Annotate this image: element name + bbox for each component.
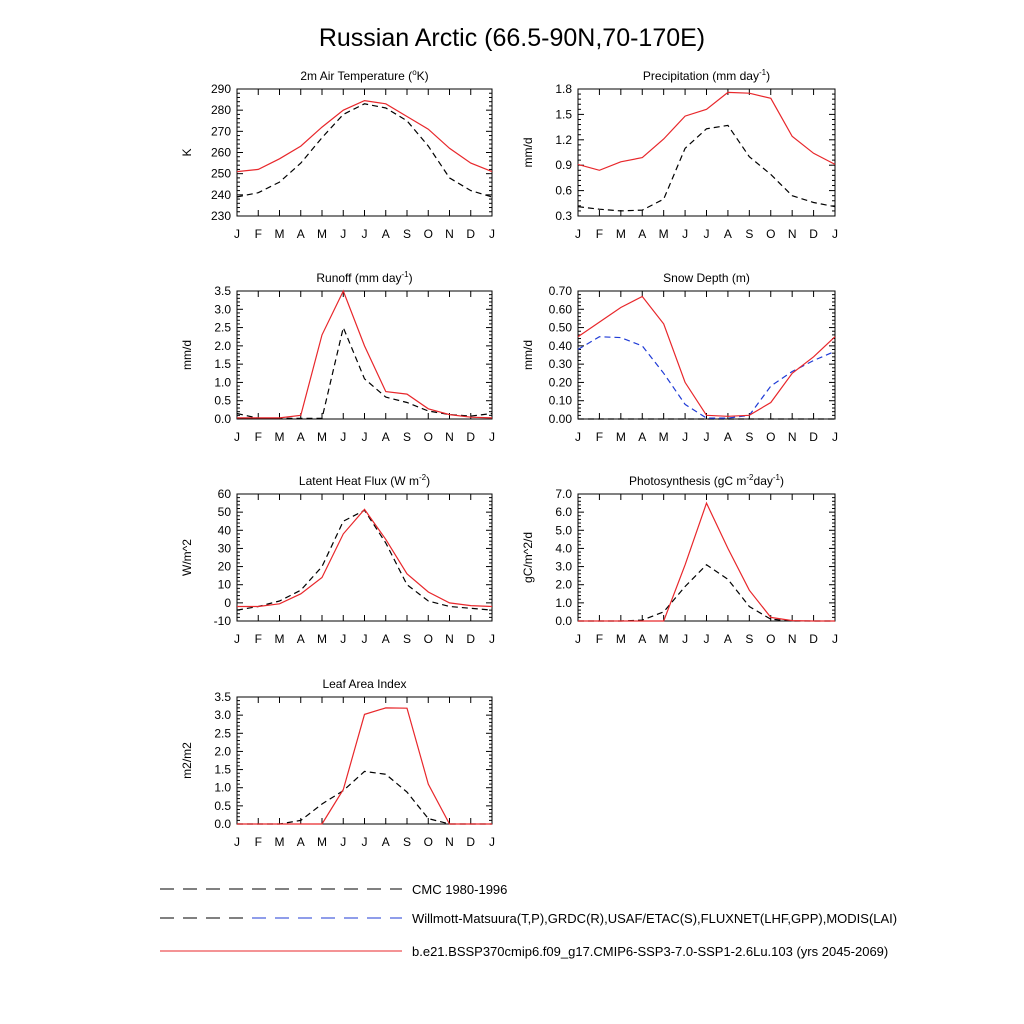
y-tick-label: 2.5: [214, 320, 231, 335]
x-tick-label: J: [489, 227, 495, 241]
x-tick-label: J: [703, 632, 710, 646]
x-tick-label: A: [381, 632, 390, 646]
x-tick-label: M: [658, 227, 669, 241]
panel-3: [180, 270, 495, 444]
y-tick-label: 50: [217, 505, 231, 520]
plot-frame: [237, 89, 492, 216]
panel-title: Latent Heat Flux (W $m^{-2}$): [298, 473, 431, 488]
x-tick-label: F: [254, 430, 262, 444]
series-line-model: [237, 101, 492, 172]
y-tick-label: 6.0: [555, 505, 572, 520]
x-tick-label: M: [317, 430, 327, 444]
x-tick-label: F: [254, 632, 262, 646]
y-tick-label: 250: [210, 166, 231, 181]
y-tick-label: 0: [224, 595, 231, 610]
series-line-obs: [237, 771, 492, 824]
y-tick-label: 0.5: [214, 393, 231, 408]
series-line-model: [237, 509, 492, 606]
y-axis-label: gC/m^2/d: [521, 532, 535, 583]
x-tick-label: A: [296, 632, 305, 646]
x-tick-label: D: [809, 632, 818, 646]
series-line-obs: [578, 125, 835, 210]
y-tick-label: 4.0: [555, 541, 572, 556]
y-axis-label: mm/d: [521, 137, 535, 168]
legend-entry-2: [160, 911, 897, 926]
y-tick-label: 1.0: [214, 780, 231, 795]
x-tick-label: F: [254, 227, 262, 241]
y-tick-label: 0.00: [548, 412, 572, 426]
y-tick-label: 1.5: [214, 357, 231, 372]
x-tick-label: M: [274, 227, 285, 241]
y-axis-label: m2/m2: [180, 742, 194, 779]
x-tick-label: N: [787, 632, 797, 646]
series-line-model: [578, 297, 835, 417]
x-tick-label: S: [402, 430, 412, 444]
x-tick-label: O: [766, 632, 776, 646]
y-tick-label: 0.0: [214, 412, 231, 426]
panels: [180, 68, 838, 849]
x-tick-label: J: [682, 227, 689, 241]
y-tick-label: 0.0: [214, 817, 231, 831]
x-tick-label: N: [445, 430, 454, 444]
x-tick-label: J: [489, 835, 495, 849]
y-tick-label: 1.5: [555, 107, 572, 122]
panel-5: [180, 473, 495, 646]
series-line-model: [578, 92, 835, 170]
x-tick-label: D: [466, 835, 476, 849]
y-tick-label: 20: [217, 559, 231, 574]
y-tick-label: -10: [213, 614, 231, 628]
plot-frame: [578, 494, 835, 621]
panel-2: [521, 68, 838, 241]
legend-entry-3: [160, 944, 888, 959]
plot-frame: [237, 494, 492, 621]
y-axis-label: mm/d: [521, 340, 535, 370]
y-tick-label: 0.10: [548, 393, 572, 408]
x-tick-label: J: [361, 430, 368, 444]
x-tick-label: F: [254, 835, 262, 849]
panel-4: [521, 271, 838, 444]
x-tick-label: A: [296, 430, 305, 444]
y-tick-label: 0.30: [548, 357, 572, 372]
legend-label: CMC 1980-1996: [412, 882, 508, 897]
x-tick-label: J: [489, 632, 495, 646]
y-tick-label: 230: [210, 209, 231, 223]
panel-title: Precipitation (mm day$^{-1}$): [642, 68, 771, 83]
y-tick-label: 0.40: [548, 338, 572, 353]
x-tick-label: A: [638, 632, 647, 646]
x-tick-label: J: [682, 632, 689, 646]
y-tick-label: 1.8: [555, 82, 572, 96]
y-tick-label: 0.3: [555, 209, 572, 223]
x-tick-label: D: [466, 430, 476, 444]
y-tick-label: 270: [210, 124, 231, 139]
y-axis-label: K: [180, 148, 194, 157]
x-tick-label: A: [381, 430, 390, 444]
x-tick-label: M: [658, 430, 669, 444]
series-line-model: [237, 291, 492, 418]
x-tick-label: O: [423, 430, 433, 444]
x-tick-label: M: [615, 632, 626, 646]
y-tick-label: 0.70: [548, 284, 572, 298]
x-tick-label: J: [234, 227, 240, 241]
y-tick-label: 1.2: [555, 132, 572, 147]
panel-6: [521, 473, 838, 646]
x-tick-label: S: [745, 430, 754, 444]
panel-title: Snow Depth (m): [663, 271, 750, 285]
panel-title: Photosynthesis (gC $m^{-2}day^{-1}$): [629, 473, 784, 488]
x-tick-label: N: [445, 835, 454, 849]
y-tick-label: 40: [217, 523, 231, 538]
y-tick-label: 3.5: [214, 690, 231, 704]
series-line-obs_alt: [578, 337, 835, 418]
y-tick-label: 0.60: [548, 302, 572, 317]
panel-title: 2m Air Temperature ($^o$K): [300, 68, 429, 83]
x-tick-label: M: [317, 227, 327, 241]
y-tick-label: 0.6: [555, 183, 572, 198]
x-tick-label: M: [274, 430, 285, 444]
panel-title: Runoff (mm day$^{-1}$): [316, 270, 413, 285]
x-tick-label: D: [809, 227, 818, 241]
x-tick-label: F: [595, 227, 604, 241]
panel-title: Leaf Area Index: [322, 677, 407, 691]
main-title: Russian Arctic (66.5-90N,70-170E): [318, 24, 706, 52]
legend-label: Willmott-Matsuura(T,P),GRDC(R),USAF/ETAC(S),FLUXNET(LHF,GPP),MODIS(LAI): [412, 911, 898, 926]
x-tick-label: A: [638, 227, 647, 241]
x-tick-label: S: [402, 632, 412, 646]
x-tick-label: S: [745, 227, 754, 241]
series-line-obs: [237, 104, 492, 197]
x-tick-label: D: [466, 227, 476, 241]
x-tick-label: J: [832, 227, 838, 241]
x-tick-label: A: [296, 227, 305, 241]
series-line-model: [578, 503, 835, 621]
y-tick-label: 290: [210, 82, 231, 96]
y-tick-label: 0.0: [555, 614, 572, 628]
x-tick-label: J: [703, 430, 710, 444]
x-tick-label: D: [466, 632, 476, 646]
x-tick-label: M: [615, 227, 626, 241]
x-tick-label: A: [638, 430, 647, 444]
x-tick-label: J: [575, 632, 581, 646]
x-tick-label: J: [234, 632, 240, 646]
y-tick-label: 0.20: [548, 375, 572, 390]
x-tick-label: J: [340, 227, 347, 241]
x-tick-label: J: [340, 835, 347, 849]
x-tick-label: J: [703, 227, 710, 241]
x-tick-label: M: [274, 632, 285, 646]
y-tick-label: 10: [217, 577, 231, 592]
x-tick-label: J: [361, 227, 368, 241]
y-tick-label: 3.0: [555, 559, 572, 574]
x-tick-label: O: [423, 227, 433, 241]
x-tick-label: J: [361, 835, 368, 849]
x-tick-label: J: [575, 430, 581, 444]
legend: [160, 882, 897, 959]
x-tick-label: F: [595, 632, 604, 646]
x-tick-label: J: [832, 632, 838, 646]
y-tick-label: 30: [217, 541, 231, 556]
panel-1: [180, 68, 495, 241]
y-tick-label: 1.5: [214, 762, 231, 777]
x-tick-label: A: [296, 835, 305, 849]
x-tick-label: J: [832, 430, 838, 444]
x-tick-label: M: [274, 835, 285, 849]
y-tick-label: 280: [210, 103, 231, 118]
x-tick-label: M: [317, 835, 327, 849]
y-tick-label: 3.0: [214, 302, 231, 317]
x-tick-label: N: [445, 632, 454, 646]
x-tick-label: O: [766, 227, 776, 241]
x-tick-label: O: [766, 430, 776, 444]
x-tick-label: A: [723, 227, 732, 241]
x-tick-label: A: [381, 835, 390, 849]
x-tick-label: S: [745, 632, 754, 646]
y-tick-label: 3.0: [214, 708, 231, 723]
series-line-obs: [237, 328, 492, 419]
x-tick-label: S: [402, 227, 412, 241]
y-tick-label: 5.0: [555, 523, 572, 538]
panel-7: [180, 677, 495, 849]
y-tick-label: 1.0: [555, 595, 572, 610]
y-axis-label: W/m^2: [180, 539, 194, 576]
x-tick-label: N: [787, 227, 797, 241]
plot-frame: [237, 291, 492, 419]
x-tick-label: F: [595, 430, 604, 444]
x-tick-label: J: [234, 430, 240, 444]
y-tick-label: 2.0: [214, 744, 231, 759]
legend-label: b.e21.BSSP370cmip6.f09_g17.CMIP6-SSP3-7.0-SSP1-2.6Lu.103 (yrs 2045-2069): [412, 944, 889, 959]
x-tick-label: M: [317, 632, 327, 646]
y-tick-label: 2.5: [214, 726, 231, 741]
y-tick-label: 1.0: [214, 375, 231, 390]
series-line-obs: [237, 510, 492, 610]
y-tick-label: 260: [210, 145, 231, 160]
x-tick-label: J: [575, 227, 581, 241]
y-tick-label: 2.0: [555, 577, 572, 592]
x-tick-label: S: [402, 835, 412, 849]
x-tick-label: M: [658, 632, 669, 646]
x-tick-label: J: [489, 430, 495, 444]
x-tick-label: J: [361, 632, 368, 646]
x-tick-label: J: [682, 430, 689, 444]
series-line-obs: [578, 565, 835, 621]
x-tick-label: N: [445, 227, 454, 241]
y-tick-label: 0.9: [555, 158, 572, 173]
y-tick-label: 0.50: [548, 320, 572, 335]
x-tick-label: D: [809, 430, 818, 444]
x-tick-label: O: [423, 632, 433, 646]
x-tick-label: N: [787, 430, 797, 444]
x-tick-label: A: [381, 227, 390, 241]
y-tick-label: 2.0: [214, 338, 231, 353]
y-axis-label: mm/d: [180, 340, 194, 370]
x-tick-label: M: [615, 430, 626, 444]
y-tick-label: 60: [217, 487, 231, 501]
x-tick-label: A: [723, 632, 732, 646]
x-tick-label: J: [340, 430, 347, 444]
x-tick-label: J: [234, 835, 240, 849]
x-tick-label: A: [723, 430, 732, 444]
y-tick-label: 240: [210, 187, 231, 202]
x-tick-label: O: [423, 835, 433, 849]
y-tick-label: 0.5: [214, 798, 231, 813]
y-tick-label: 7.0: [555, 487, 572, 501]
series-line-model: [237, 708, 492, 824]
legend-entry-1: [160, 882, 507, 897]
y-tick-label: 3.5: [214, 284, 231, 298]
x-tick-label: J: [340, 632, 347, 646]
